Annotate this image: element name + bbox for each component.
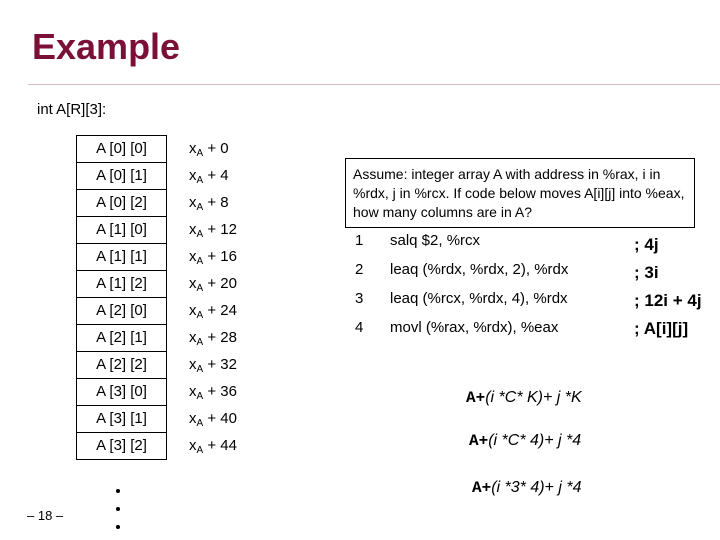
memory-address (189, 410, 237, 428)
address-subscript: A (196, 255, 204, 267)
address-formula (469, 432, 581, 450)
memory-address (189, 140, 229, 158)
address-offset: + 12 (203, 220, 237, 238)
address-subscript: A (196, 201, 204, 213)
code-instruction: movl (%rax, %rdx), %eax (390, 319, 559, 336)
memory-element-label: A [3] [0] (96, 382, 147, 400)
memory-element-label: A [1] [1] (96, 247, 147, 265)
address-offset: + 40 (203, 409, 237, 427)
address-base: x (189, 355, 197, 373)
address-subscript: A (196, 390, 204, 402)
ellipsis-dot (116, 525, 120, 529)
memory-row-divider (76, 351, 167, 352)
address-offset: + 0 (203, 139, 229, 157)
array-declaration: int A[R][3]: (37, 101, 107, 118)
address-subscript: A (196, 336, 204, 348)
memory-address (189, 383, 237, 401)
address-offset: + 4 (203, 166, 229, 184)
memory-row-divider (76, 270, 167, 271)
code-instruction: leaq (%rdx, %rdx, 2), %rdx (390, 261, 569, 278)
memory-element-label: A [0] [1] (96, 166, 147, 184)
formula-prefix: A+ (469, 432, 489, 450)
address-subscript: A (196, 309, 204, 321)
question-box: Assume: integer array A with address in %rax, i in %rdx, j in %rcx. If code below moves A[i][j] into %eax, how many columns are in A? (345, 158, 695, 228)
code-line-number: 4 (355, 319, 364, 336)
memory-row-divider (76, 189, 167, 190)
address-base: x (189, 436, 197, 454)
code-line-number: 2 (355, 261, 364, 278)
address-subscript: A (196, 363, 204, 375)
code-comment: ; 4j (634, 235, 659, 254)
address-base: x (189, 166, 197, 184)
memory-address (189, 329, 237, 347)
memory-element-label: A [2] [2] (96, 355, 147, 373)
address-base: x (189, 328, 197, 346)
memory-row-divider (76, 216, 167, 217)
address-offset: + 16 (203, 247, 237, 265)
address-base: x (189, 193, 197, 211)
address-base: x (189, 220, 197, 238)
formula-prefix: A+ (466, 389, 486, 407)
memory-address (189, 275, 237, 293)
memory-address (189, 167, 229, 185)
address-offset: + 28 (203, 328, 237, 346)
address-offset: + 20 (203, 274, 237, 292)
address-base: x (189, 301, 197, 319)
memory-element-label: A [3] [2] (96, 436, 147, 454)
code-comment: ; 3i (634, 263, 659, 282)
memory-row-divider (76, 297, 167, 298)
memory-address (189, 248, 237, 266)
formula-prefix: A+ (472, 479, 492, 497)
address-subscript: A (196, 228, 204, 240)
memory-element-label: A [2] [0] (96, 301, 147, 319)
memory-element-label: A [1] [2] (96, 274, 147, 292)
memory-element-label: A [0] [2] (96, 193, 147, 211)
memory-row-divider (76, 405, 167, 406)
address-subscript: A (196, 147, 204, 159)
address-subscript: A (196, 282, 204, 294)
memory-element-label: A [3] [1] (96, 409, 147, 427)
address-base: x (189, 382, 197, 400)
code-instruction: leaq (%rcx, %rdx, 4), %rdx (390, 290, 568, 307)
memory-address (189, 194, 229, 212)
memory-row-divider (76, 243, 167, 244)
address-offset: + 24 (203, 301, 237, 319)
memory-row-divider (76, 378, 167, 379)
memory-address (189, 356, 237, 374)
address-offset: + 44 (203, 436, 237, 454)
memory-row-divider (76, 162, 167, 163)
address-subscript: A (196, 174, 204, 186)
address-formula (466, 389, 582, 407)
address-base: x (189, 139, 197, 157)
address-subscript: A (196, 417, 204, 429)
title-divider (28, 84, 720, 85)
code-line-number: 1 (355, 232, 364, 249)
memory-element-label: A [1] [0] (96, 220, 147, 238)
slide-title: Example (32, 26, 181, 67)
address-base: x (189, 247, 197, 265)
code-comment: ; 12i + 4j (634, 291, 702, 310)
formula-expression: (i *C* K)+ j *K (485, 389, 582, 406)
memory-row-divider (76, 432, 167, 433)
memory-address (189, 302, 237, 320)
memory-element-label: A [0] [0] (96, 139, 147, 157)
code-comment: ; A[i][j] (634, 319, 689, 338)
memory-address (189, 221, 237, 239)
ellipsis-dot (116, 507, 120, 511)
address-base: x (189, 274, 197, 292)
formula-expression: (i *3* 4)+ j *4 (491, 479, 582, 496)
address-offset: + 8 (203, 193, 229, 211)
formula-expression: (i *C* 4)+ j *4 (488, 432, 582, 449)
memory-element-label: A [2] [1] (96, 328, 147, 346)
code-instruction: salq $2, %rcx (390, 232, 481, 249)
address-offset: + 32 (203, 355, 237, 373)
code-line-number: 3 (355, 290, 364, 307)
address-base: x (189, 409, 197, 427)
address-formula (472, 479, 581, 497)
memory-address (189, 437, 237, 455)
address-offset: + 36 (203, 382, 237, 400)
ellipsis-dot (116, 489, 120, 493)
page-number: – 18 – (27, 508, 64, 523)
memory-row-divider (76, 324, 167, 325)
address-subscript: A (196, 444, 204, 456)
